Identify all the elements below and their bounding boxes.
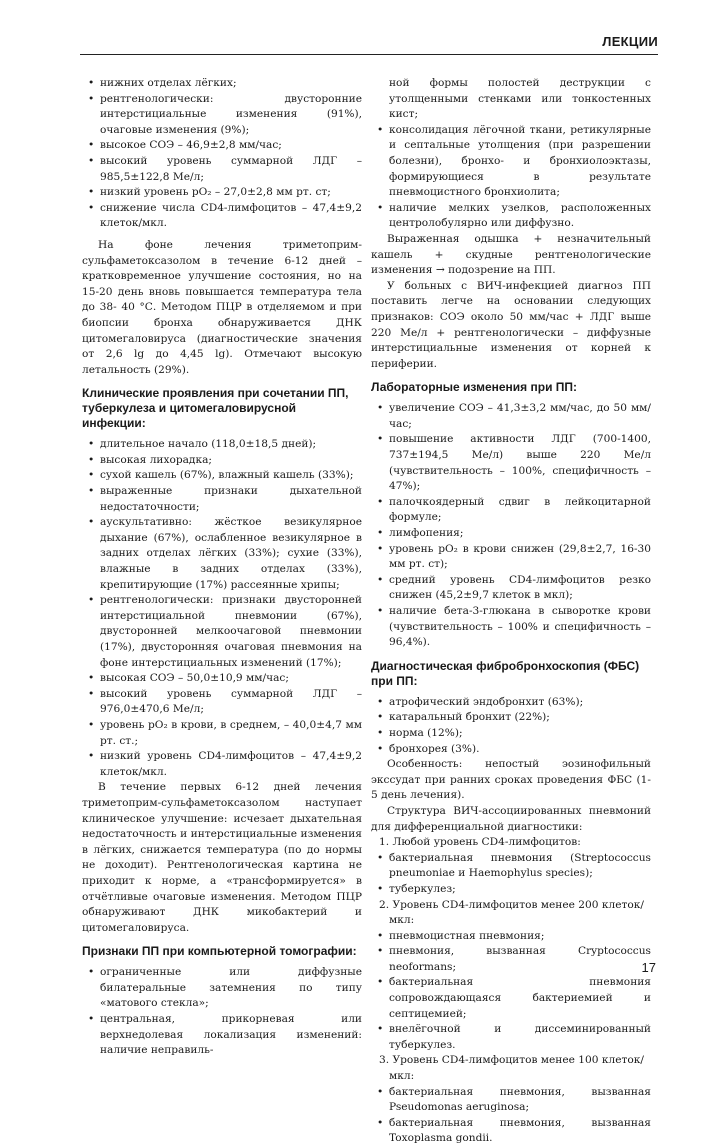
- section-heading: Клинические проявления при сочетании ПП, туберкулеза и цитомегаловирусной инфекции:: [82, 386, 349, 431]
- symptom-list: [82, 965, 362, 1059]
- list-item: • туберкулез;: [371, 882, 651, 898]
- pneumonia-list: [371, 851, 651, 898]
- paragraph: На фоне лечения триметоприм-сульфаметоксазолом в течение 6-12 дней –кратковременное улучшение состояния, но на 15-20 день вновь повышается температура тела до 38- 40 °С. Методом ПЦР в отделяемом и при биопсии бронха обнаруживается ДНК цитомегаловируса (диагностические значения от 2,6 lg до 4,45 lg). Отмечают высокую летальность (29%).: [82, 238, 362, 376]
- list-item: • рентгенологически: признаки двусторонней интерстициальной пневмонии (67%), двусторонней мелкоочаговой пневмонии (17%), двусторонняя очаговая пневмония на фоне интерстициальных изменений (17%);: [82, 593, 362, 671]
- list-item: • пневмоцистная пневмония;: [371, 929, 651, 945]
- paragraph: Выраженная одышка + незначительный кашель + скудные рентгенологические изменения → подозрение на ПП.: [371, 232, 651, 277]
- section-heading: Диагностическая фибробронхоскопия (ФБС) при ПП:: [371, 658, 640, 688]
- list-item: • повышение активности ЛДГ (700-1400, 737±194,5 Ме/л) выше 220 Ме/л (чувствительность – 100%, специфичность – 47%);: [371, 432, 651, 494]
- list-item: • уровень pO₂ в крови, в среднем, – 40,0±4,7 мм рт. ст.;: [82, 718, 362, 749]
- numbered-item: 3. Уровень CD4-лимфоцитов менее 100 клеток/мкл:: [379, 1054, 644, 1083]
- list-item: • аускультативно: жёсткое везикулярное дыхание (67%), ослабленное везикулярное в задних отделах лёгких (33%); сухие (33%), влажные в задних отделах (33%), крепитирующие (17%) рассеянные хрипы;: [82, 515, 362, 593]
- list-item: • уровень pO₂ в крови снижен (29,8±2,7, 16-30 мм рт. ст);: [371, 542, 651, 573]
- list-item: • катаральный бронхит (22%);: [371, 710, 651, 726]
- list-item: • ограниченные или диффузные билатеральные затемнения по типу «матового стекла»;: [82, 965, 362, 1012]
- pneumonia-list: [371, 1085, 651, 1147]
- list-item: • увеличение СОЭ – 41,3±3,2 мм/час, до 50 мм/час;: [371, 401, 651, 432]
- symptom-list: [371, 123, 651, 232]
- paragraph: Особенность: непостый эозинофильный экссудат при ранних сроках проведения ФБС (1-5 день лечения).: [371, 758, 651, 802]
- lab-findings-list: [371, 401, 651, 651]
- list-item: • высокая СОЭ – 50,0±10,9 мм/час;: [82, 671, 362, 687]
- list-item: • средний уровень CD4-лимфоцитов резко снижен (45,2±9,7 клеток в мкл);: [371, 573, 651, 604]
- paragraph: У больных с ВИЧ-инфекцией диагноз ПП поставить легче на основании следующих признаков: СОЭ около 50 мм/час + ЛДГ выше 220 Ме/л + рентгенологически – диффузные интерстициальные изменения от корней к периферии.: [371, 279, 651, 370]
- list-item: • палочкоядерный сдвиг в лейкоцитарной формуле;: [371, 495, 651, 526]
- list-item: • бактериальная пневмония сопровождающаяся бактериемией и септицемией;: [371, 975, 651, 1022]
- list-item: • центральная, прикорневая или верхнедолевая локализация изменений: наличие неправиль-: [82, 1012, 362, 1059]
- list-item: • низкий уровень CD4-лимфоцитов – 47,4±9,2 клеток/мкл.: [82, 749, 362, 780]
- list-item: • рентгенологически: двусторонние интерстициальные изменения (91%), очаговые изменения (9%);: [82, 92, 362, 139]
- list-item: • наличие мелких узелков, расположенных центролобулярно или диффузно.: [371, 201, 651, 232]
- section-title: ЛЕКЦИИ: [602, 34, 658, 49]
- list-item: • внелёгочной и диссеминированный туберкулез.: [371, 1022, 651, 1053]
- list-item: • высокая лихорадка;: [82, 453, 362, 469]
- right-column: [371, 76, 651, 1147]
- numbered-item: 2. Уровень CD4-лимфоцитов менее 200 клеток/мкл:: [379, 898, 644, 927]
- list-item: • бронхорея (3%).: [371, 742, 651, 758]
- running-header: [80, 34, 658, 55]
- list-item: • лимфопения;: [371, 526, 651, 542]
- paragraph: Структура ВИЧ-ассоциированных пневмоний для дифференциальной диагностики:: [371, 804, 651, 833]
- list-item: • бактериальная пневмония, вызванная Pseudomonas aeruginosa;: [371, 1085, 651, 1116]
- list-item: • консолидация лёгочной ткани, ретикулярные и септальные утолщения (при разрешении болезни), бронхо- и бронхиолоэктазы, формирующиеся в результате пневмоцистного бронхиолита;: [371, 123, 651, 201]
- list-item: • бактериальная пневмония, вызванная Toxoplasma gondii.: [371, 1116, 651, 1147]
- section-heading: Лабораторные изменения при ПП:: [371, 380, 578, 395]
- paragraph-continuation: ной формы полостей деструкции с утолщенными стенками или тонкостенных кист;: [389, 77, 651, 121]
- list-item: • высокий уровень суммарной ЛДГ – 976,0±470,6 Ме/л;: [82, 687, 362, 718]
- list-item: • высокое СОЭ – 46,9±2,8 мм/час;: [82, 138, 362, 154]
- page-number: 17: [641, 960, 656, 975]
- pneumonia-list: [371, 929, 651, 1054]
- symptom-list: [82, 76, 362, 232]
- symptom-list: [82, 437, 362, 780]
- list-item: • сухой кашель (67%), влажный кашель (33%);: [82, 468, 362, 484]
- list-item: • норма (12%);: [371, 726, 651, 742]
- list-item: • выраженные признаки дыхательной недостаточности;: [82, 484, 362, 515]
- list-item: • бактериальная пневмония (Streptococcus pneumoniae и Haemophylus species);: [371, 851, 651, 882]
- list-item: • низкий уровень pO₂ – 27,0±2,8 мм рт. ст;: [82, 185, 362, 201]
- list-item: • нижних отделах лёгких;: [82, 76, 362, 92]
- list-item: • высокий уровень суммарной ЛДГ – 985,5±122,8 Ме/л;: [82, 154, 362, 185]
- numbered-item: 1. Любой уровень CD4-лимфоцитов:: [379, 836, 581, 849]
- list-item: • снижение числа CD4-лимфоцитов – 47,4±9,2 клеток/мкл.: [82, 201, 362, 232]
- left-column: [82, 76, 362, 1059]
- bronchoscopy-list: [371, 695, 651, 757]
- list-item: • атрофический эндобронхит (63%);: [371, 695, 651, 711]
- list-item: • пневмония, вызванная Cryptococcus neoformans;: [371, 944, 651, 975]
- section-heading: Признаки ПП при компьютерной томографии:: [82, 944, 357, 959]
- list-item: • длительное начало (118,0±18,5 дней);: [82, 437, 362, 453]
- list-item: • наличие бета-3-глюкана в сыворотке крови (чувствительность – 100% и специфичность – 96,4%).: [371, 604, 651, 651]
- paragraph: В течение первых 6-12 дней лечения триметоприм-сульфаметоксазолом наступает клиническое улучшение: исчезает дыхательная недостаточность и интерстициальные изменения в лёгких, снижается температура (по до нормы не доходит). Рентгенологическая картина не приходит к норме, а «трансформируется» в отчётливые очаговые изменения. Методом ПЦР обнаруживают ДНК микобактерий и цитомегаловируса.: [82, 781, 362, 934]
